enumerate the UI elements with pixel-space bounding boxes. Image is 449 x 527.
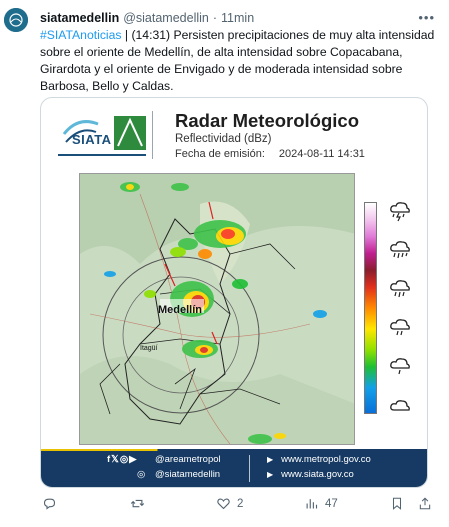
tweet-text	[40, 27, 435, 95]
website-metropol	[267, 454, 371, 465]
reflectivity-color-scale	[364, 202, 377, 414]
media-footer	[41, 449, 428, 487]
more-options-icon[interactable]: •••	[418, 10, 435, 25]
legend-icons	[385, 198, 415, 418]
share-button[interactable]	[418, 496, 432, 511]
user-handle[interactable]: @siatamedellin	[123, 11, 209, 25]
bookmark-icon	[390, 496, 404, 511]
emission-date-row	[175, 147, 415, 162]
views-chart-icon	[304, 496, 319, 511]
radar-subtitle: Reflectividad (dBz)	[175, 133, 272, 145]
arrow-icon: ▶	[267, 470, 274, 479]
logo-divider	[152, 111, 153, 159]
tweet-time[interactable]: 11min	[221, 11, 255, 25]
heart-icon	[216, 496, 231, 511]
instagram-icon: ◎	[137, 469, 146, 480]
text-separator: |	[121, 28, 132, 42]
radar-map	[79, 173, 355, 445]
tweet-actions	[40, 496, 435, 516]
drizzle-cloud-icon	[385, 354, 415, 380]
bookmark-button[interactable]	[390, 496, 404, 511]
tweet-media-image[interactable]	[40, 97, 428, 488]
views-count: 47	[325, 497, 338, 510]
hashtag-link[interactable]: #SIATAnoticias	[40, 28, 122, 42]
retweet-button[interactable]	[130, 496, 151, 511]
light-rain-cloud-icon	[385, 315, 415, 341]
emission-date-label: Fecha de emisión:	[175, 148, 265, 160]
website-siata	[267, 469, 354, 480]
social-media-icons: f𝕏◎▶	[107, 454, 138, 465]
emission-date-value: 2024-08-11 14:31	[278, 148, 365, 160]
tweet-body: (14:31) Persisten precipitaciones de muy alta intensidad sobre el oriente de Medellín, de alta intensidad sobre Copacabana, Girardota y el oriente de Envigado y de moderada intensidad sobre Barbosa, Bello y Caldas.	[40, 28, 435, 93]
avatar-logo-icon	[4, 8, 28, 32]
social-handle-siatamedellin: @siatamedellin	[155, 469, 221, 480]
arrow-icon: ▶	[267, 455, 274, 464]
avatar[interactable]	[4, 8, 28, 32]
reply-icon	[42, 496, 57, 511]
siata-logo-text: SIATA	[72, 132, 112, 147]
storm-cloud-icon	[385, 198, 415, 224]
header-separator: ·	[212, 11, 218, 25]
radar-title-block	[175, 110, 415, 162]
footer-stripe	[41, 449, 428, 451]
tweet-header	[40, 9, 419, 27]
views-button[interactable]	[304, 496, 338, 511]
rain-cloud-icon	[385, 276, 415, 302]
reply-button[interactable]	[42, 496, 63, 511]
cloud-icon	[385, 392, 415, 418]
radar-title: Radar Meteorológico	[175, 110, 359, 131]
website-metropol-text: www.metropol.gov.co	[281, 454, 371, 465]
like-button[interactable]	[216, 496, 243, 511]
map-town-label: Itagüí	[140, 345, 158, 352]
website-siata-text: www.siata.gov.co	[281, 469, 354, 480]
like-count: 2	[237, 497, 244, 510]
social-handle-areametropol: @areametropol	[155, 454, 221, 465]
map-city-label: Medellín	[158, 304, 203, 316]
radar-map-graphic	[80, 174, 355, 445]
heavy-rain-cloud-icon	[385, 237, 415, 263]
retweet-icon	[130, 496, 145, 511]
share-icon	[418, 496, 432, 511]
siata-logo	[58, 112, 150, 160]
display-name[interactable]: siatamedellin	[40, 11, 120, 25]
footer-divider	[249, 455, 250, 482]
